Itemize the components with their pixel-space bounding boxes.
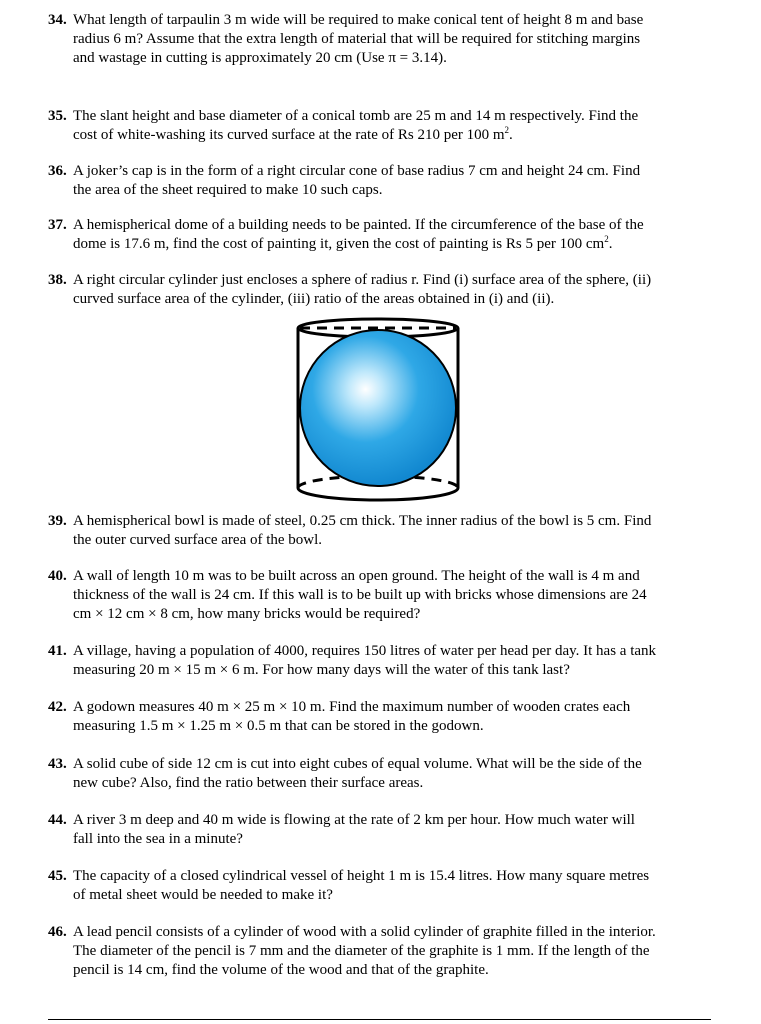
question-46 (48, 923, 712, 980)
question-text-line: thickness of the wall is 24 cm. If this wall is to be built up with bricks whose dimensions are 24 (73, 587, 647, 603)
question-number: 37. (48, 217, 67, 233)
question-text-line: measuring 1.5 m × 1.25 m × 0.5 m that can be stored in the godown. (73, 718, 484, 734)
question-44 (48, 811, 712, 849)
question-text-line: dome is 17.6 m, find the cost of painting it, given the cost of painting is Rs 5 per 100 cm (73, 236, 605, 252)
question-text-line: A joker’s cap is in the form of a right circular cone of base radius 7 cm and height 24 cm. Find (73, 163, 641, 179)
footer-rule (48, 1019, 711, 1020)
question-text-line: A hemispherical bowl is made of steel, 0.25 cm thick. The inner radius of the bowl is 5 cm. Find (73, 513, 652, 529)
question-text-line: pencil is 14 cm, find the volume of the wood and that of the graphite. (73, 962, 489, 978)
question-text-line: A right circular cylinder just encloses a sphere of radius r. Find (i) surface area of the sphere, (ii) (73, 272, 652, 288)
question-40 (48, 567, 712, 624)
question-number: 43. (48, 756, 67, 772)
punctuation: . (509, 127, 513, 143)
question-text-line: cost of white-washing its curved surface at the rate of Rs 210 per 100 m (73, 127, 505, 143)
question-number: 45. (48, 868, 67, 884)
question-number: 35. (48, 108, 67, 124)
question-number: 38. (48, 272, 67, 288)
question-text-line: and wastage in cutting is approximately 20 cm (Use π = 3.14). (73, 50, 447, 66)
question-text-line: The slant height and base diameter of a conical tomb are 25 m and 14 m respectively. Find the (73, 108, 639, 124)
question-text-line: A wall of length 10 m was to be built across an open ground. The height of the wall is 4 m and (73, 568, 640, 584)
question-text-line: the outer curved surface area of the bowl. (73, 532, 323, 548)
question-34 (48, 11, 712, 68)
question-text-line: new cube? Also, find the ratio between their surface areas. (73, 775, 424, 791)
question-37 (48, 216, 712, 254)
question-text-line: A godown measures 40 m × 25 m × 10 m. Find the maximum number of wooden crates each (73, 699, 631, 715)
question-39 (48, 512, 712, 550)
question-text-line: cm × 12 cm × 8 cm, how many bricks would be required? (73, 606, 421, 622)
question-text-line: fall into the sea in a minute? (73, 831, 243, 847)
question-text-line: of metal sheet would be needed to make it? (73, 887, 333, 903)
question-number: 46. (48, 924, 67, 940)
question-text-line: The diameter of the pencil is 7 mm and the diameter of the graphite is 1 mm. If the length of the (73, 943, 650, 959)
cylinder-bottom-front (298, 488, 458, 500)
superscript: 2 (504, 125, 510, 135)
question-42 (48, 698, 712, 736)
question-35 (48, 107, 712, 145)
question-text-line: A solid cube of side 12 cm is cut into eight cubes of equal volume. What will be the side of the (73, 756, 642, 772)
question-number: 42. (48, 699, 67, 715)
question-text-line: measuring 20 m × 15 m × 6 m. For how many days will the water of this tank last? (73, 662, 570, 678)
question-number: 36. (48, 163, 67, 179)
question-43 (48, 755, 712, 793)
sphere (300, 330, 456, 486)
question-number: 34. (48, 12, 67, 28)
question-36 (48, 162, 712, 200)
question-number: 40. (48, 568, 67, 584)
question-text-line: curved surface area of the cylinder, (iii) ratio of the areas obtained in (i) and (ii). (73, 291, 555, 307)
punctuation: . (608, 236, 613, 252)
question-45 (48, 867, 712, 905)
question-number: 44. (48, 812, 67, 828)
question-38 (48, 271, 712, 309)
question-text-line: the area of the sheet required to make 10 such caps. (73, 182, 383, 198)
question-number: 39. (48, 513, 67, 529)
question-text-line: A lead pencil consists of a cylinder of wood with a solid cylinder of graphite filled in the interior. (73, 924, 656, 940)
question-text-line: The capacity of a closed cylindrical vessel of height 1 m is 15.4 litres. How many square metres (73, 868, 650, 884)
question-text-line: A village, having a population of 4000, requires 150 litres of water per head per day. It has a tank (73, 643, 657, 659)
question-41 (48, 642, 712, 680)
question-text-line: radius 6 m? Assume that the extra length of material that will be required for stitching margins (73, 31, 641, 47)
question-text-line: What length of tarpaulin 3 m wide will be required to make conical tent of height 8 m and base (73, 12, 644, 28)
cylinder-sphere-figure (290, 312, 466, 504)
superscript: 2 (604, 234, 609, 244)
question-number: 41. (48, 643, 67, 659)
question-text-line: A hemispherical dome of a building needs to be painted. If the circumference of the base of the (73, 217, 644, 233)
question-text-line: A river 3 m deep and 40 m wide is flowing at the rate of 2 km per hour. How much water will (73, 812, 635, 828)
